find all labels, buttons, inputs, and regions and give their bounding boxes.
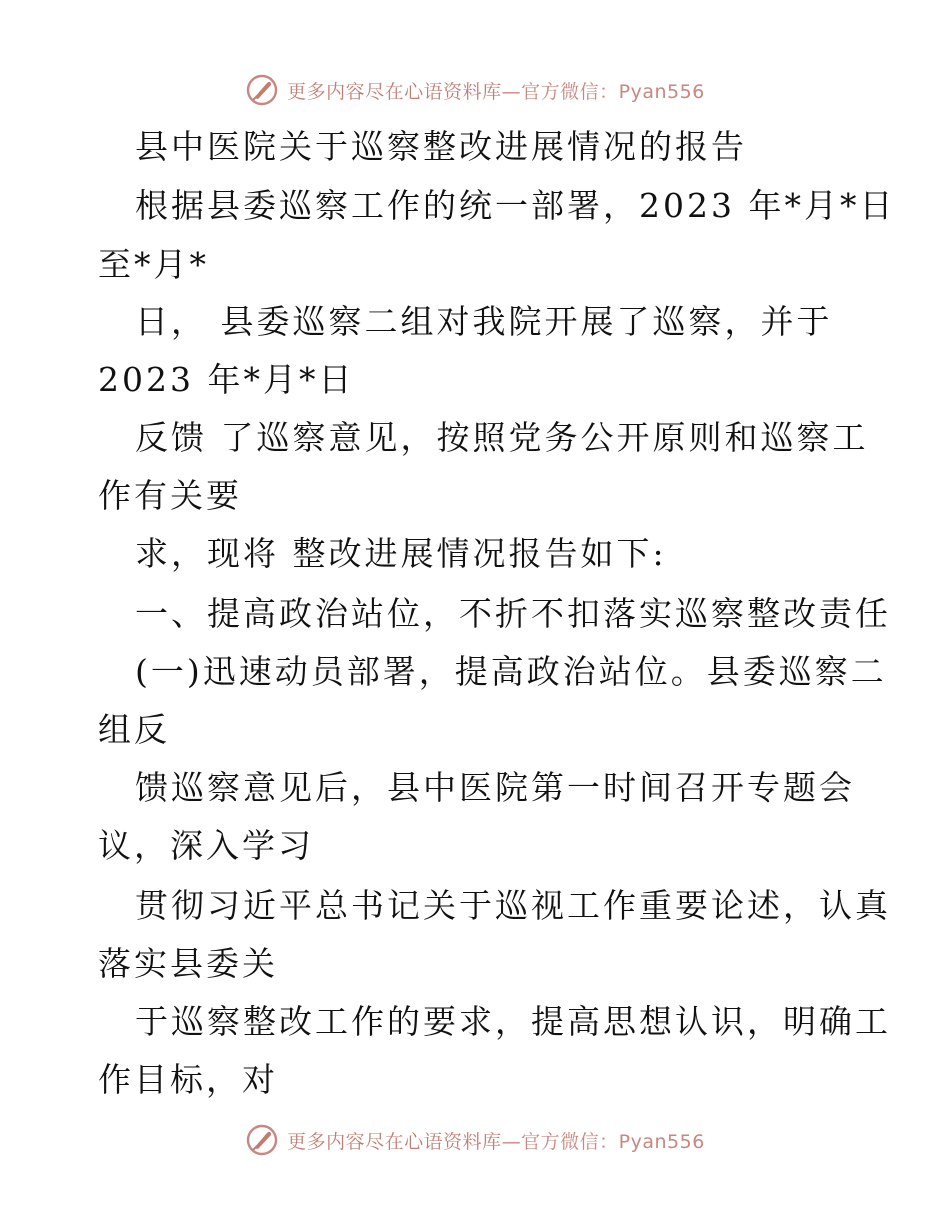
- paragraph-line: 落实县委关: [98, 944, 278, 983]
- section-heading: 一、提高政治站位，不折不扣落实巡察整改责任: [135, 594, 891, 633]
- paragraph-line: 馈巡察意见后，县中医院第一时间召开专题会: [135, 768, 855, 807]
- paragraph-line: 于巡察整改工作的要求，提高思想认识，明确工: [135, 1002, 891, 1041]
- paragraph-line: 求，现将 整改进展情况报告如下:: [135, 534, 667, 573]
- paragraph-line: 作有关要: [98, 476, 242, 515]
- paragraph-line: 2023 年*月*日: [98, 360, 355, 399]
- feather-pen-logo-icon: [245, 73, 279, 107]
- paragraph-line: 作目标，对: [98, 1060, 278, 1099]
- paragraph-line: 议，深入学习: [98, 826, 314, 865]
- feather-pen-logo-icon: [245, 1123, 279, 1157]
- header-watermark: [0, 70, 950, 110]
- watermark-brand: 更多内容尽在心语资料库: [287, 1130, 502, 1153]
- paragraph-line: 至*月*: [98, 245, 209, 284]
- watermark-contact: 官方微信：Pyan556: [521, 80, 705, 103]
- paragraph-line: 日， 县委巡察二组对我院开展了巡察，并于: [135, 302, 833, 341]
- watermark-separator: —: [501, 80, 522, 103]
- watermark-text: [287, 1127, 705, 1154]
- paragraph-line: 反馈 了巡察意见，按照党务公开原则和巡察工: [135, 418, 869, 457]
- footer-watermark: [0, 1120, 950, 1160]
- watermark-contact: 官方微信：Pyan556: [521, 1130, 705, 1153]
- paragraph-line: 组反: [98, 710, 170, 749]
- paragraph-line: 贯彻习近平总书记关于巡视工作重要论述，认真: [135, 886, 891, 925]
- paragraph-line: 根据县委巡察工作的统一部署，2023 年*月*日: [135, 186, 896, 225]
- watermark-text: [287, 77, 705, 104]
- watermark-brand: 更多内容尽在心语资料库: [287, 80, 502, 103]
- document-title: 县中医院关于巡察整改进展情况的报告: [135, 127, 747, 166]
- subsection-heading-line: (一)迅速动员部署，提高政治站位。县委巡察二: [135, 652, 887, 691]
- watermark-separator: —: [501, 1130, 522, 1153]
